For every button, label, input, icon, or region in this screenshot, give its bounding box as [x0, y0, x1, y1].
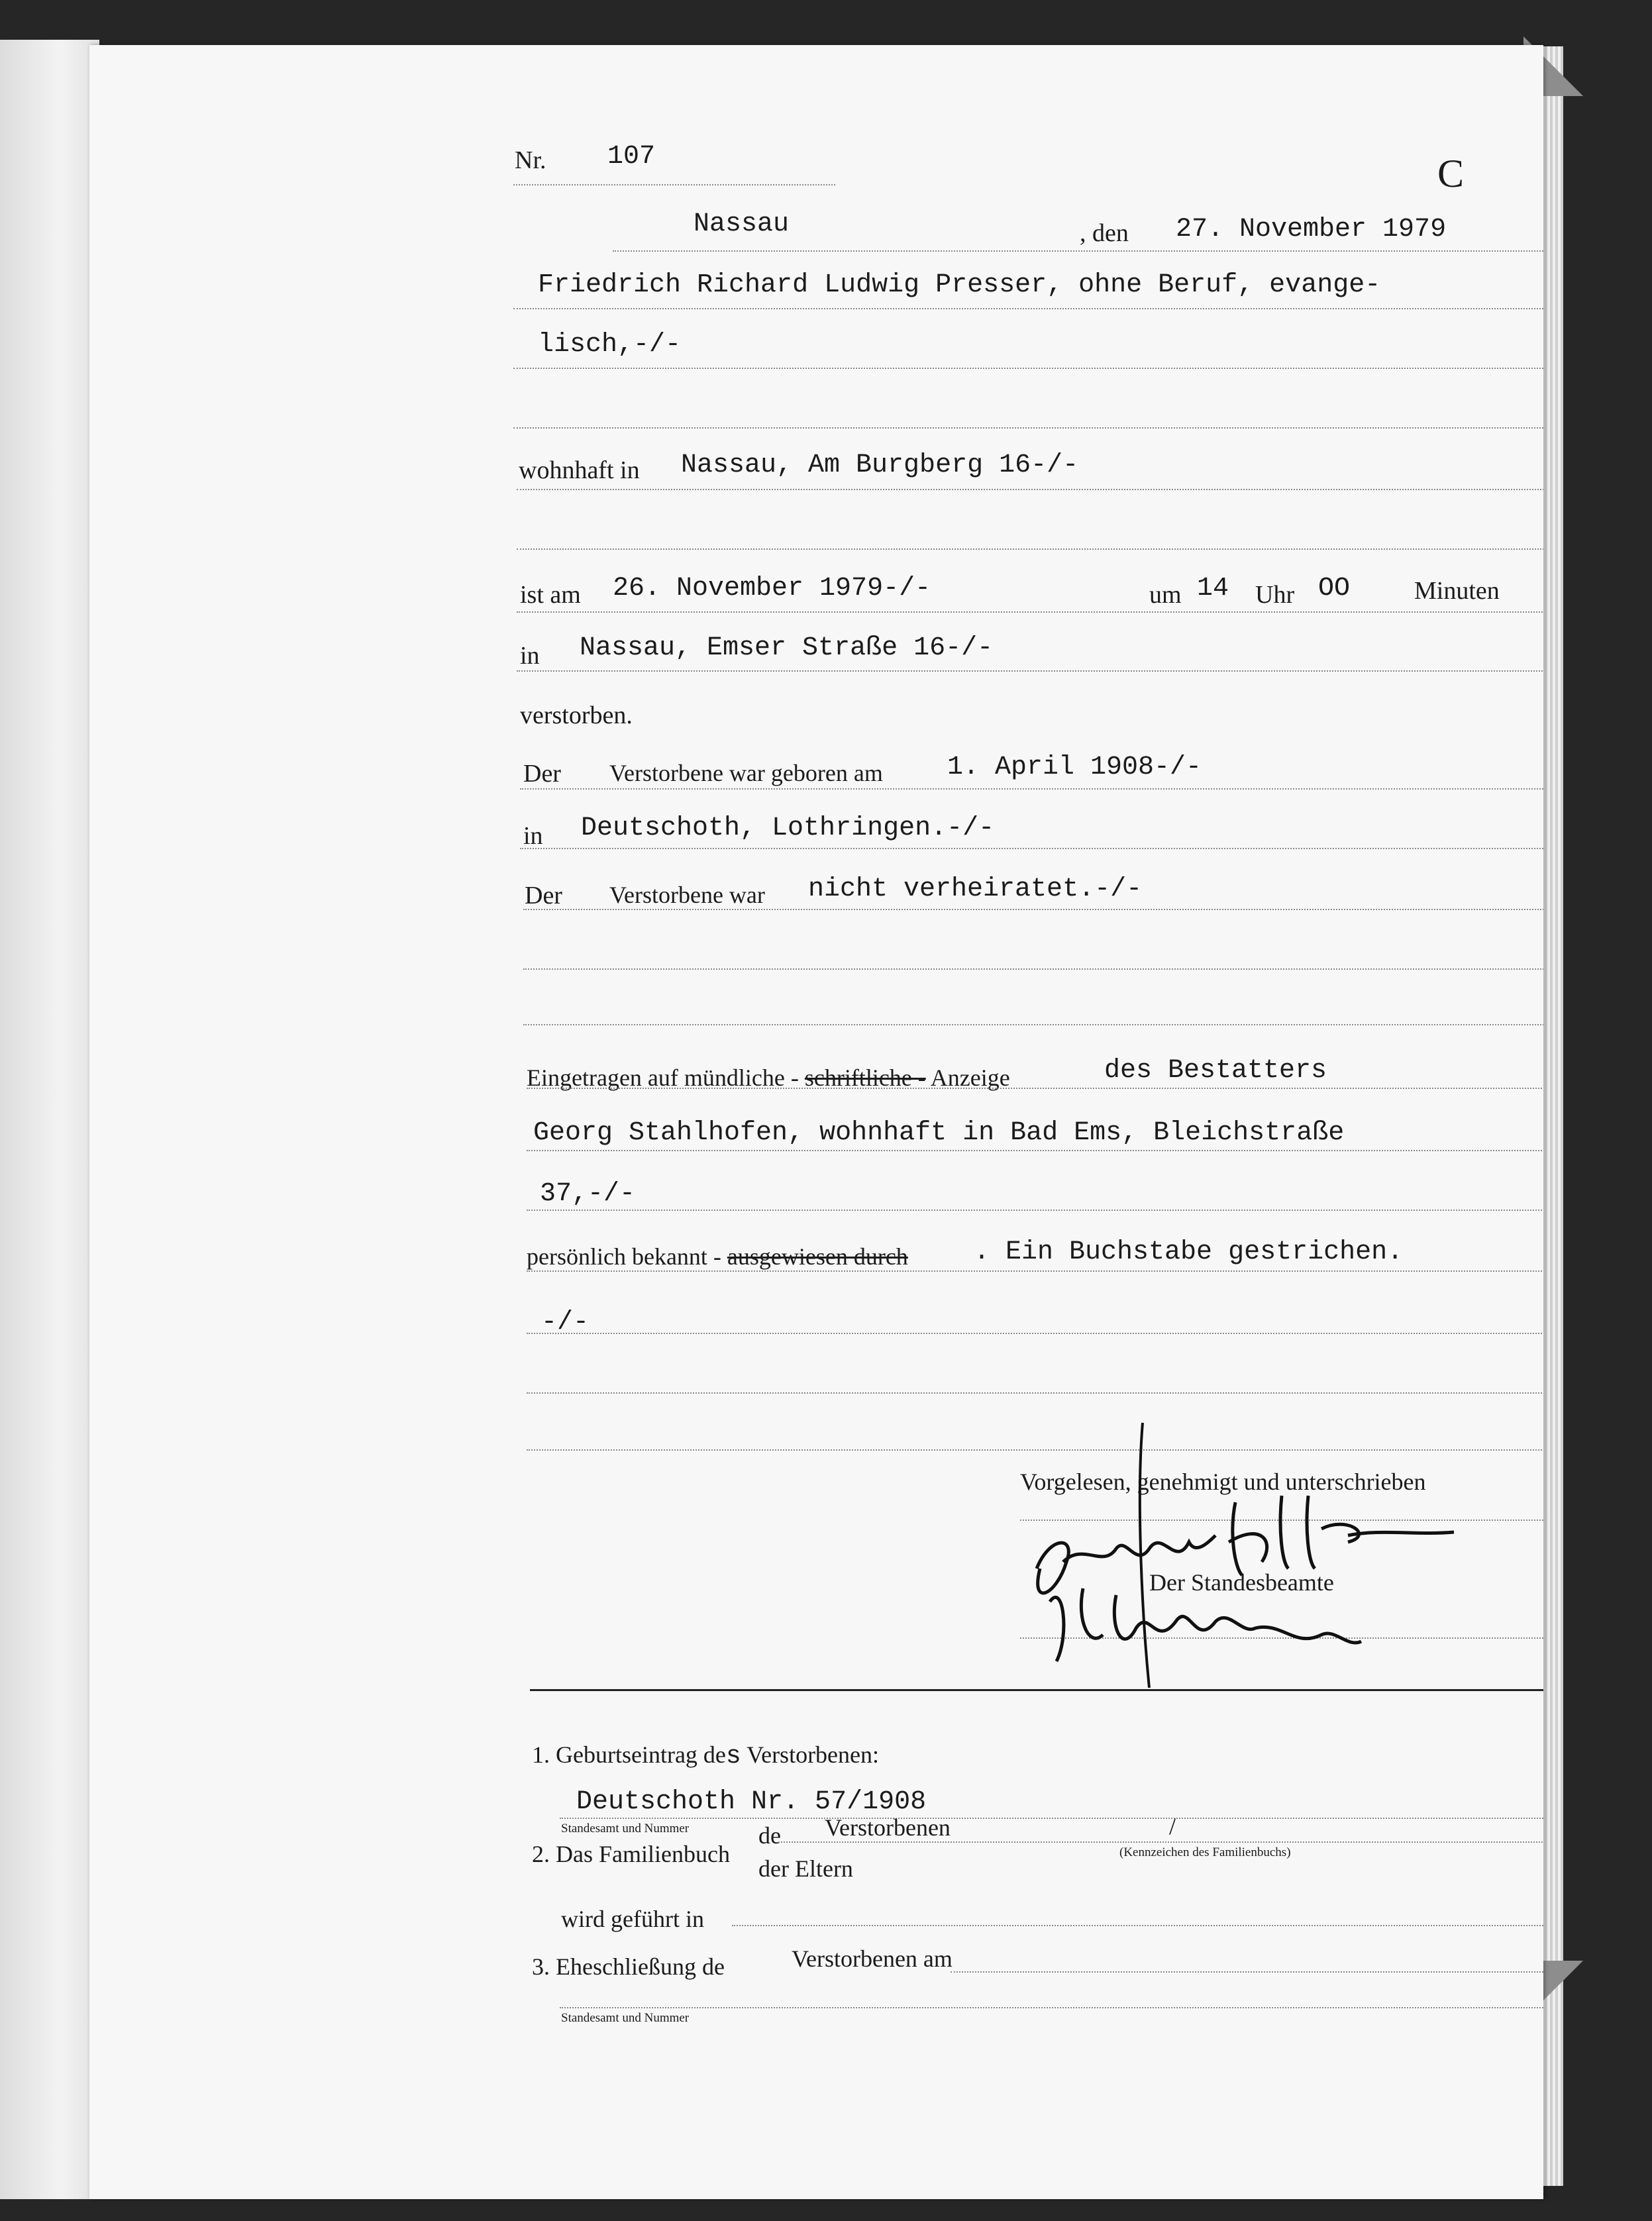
person-line-1: Friedrich Richard Ludwig Presser, ohne Beruf, evange-	[538, 270, 1381, 300]
residence-rule-2	[517, 548, 1543, 550]
place-value: Nassau	[694, 209, 790, 239]
residence-label: wohnhaft in	[519, 456, 640, 484]
left-page	[0, 40, 99, 2199]
death-place: Nassau, Emser Straße 16-/-	[580, 633, 994, 663]
marital-value: nicht verheiratet.-/-	[808, 874, 1143, 904]
death-minutes: OO	[1318, 574, 1351, 603]
informant-rule-3	[527, 1210, 1543, 1211]
death-in-label: in	[520, 642, 540, 670]
standesamt-nummer-label-2: Standesamt und Nummer	[561, 2011, 690, 2025]
person-rule-3	[513, 427, 1543, 429]
approval-text: Vorgelesen, genehmigt und unterschrieben	[1020, 1469, 1426, 1495]
footer-item3-rule	[951, 1971, 1543, 1973]
footer-item1-rule	[560, 1818, 1543, 1819]
standesamt-nummer-label: Standesamt und Nummer	[561, 1822, 690, 1835]
den-label: , den	[1080, 219, 1129, 247]
footer-item2-der-eltern: der Eltern	[758, 1855, 853, 1882]
registration-label: Eingetragen auf mündliche - schriftliche - Anzeige	[527, 1064, 1010, 1091]
uhr-label: Uhr	[1255, 581, 1295, 609]
minuten-label: Minuten	[1414, 577, 1500, 605]
informant-line-3: 37,-/-	[540, 1179, 636, 1209]
informant-line-2: Georg Stahlhofen, wohnhaft in Bad Ems, Bleichstraße	[533, 1118, 1345, 1148]
marital-rule-3	[523, 1024, 1543, 1025]
footer-item3-label: 3. Eheschließung de	[532, 1953, 725, 1980]
birth-place: Deutschoth, Lothringen.-/-	[581, 813, 995, 843]
footer-item2-label: 2. Das Familienbuch	[532, 1841, 730, 1867]
footer-item1-label: 1. Geburtseintrag des Verstorbenen:	[532, 1741, 880, 1771]
birth-place-rule	[520, 848, 1543, 849]
footer-item2-wird-rule	[732, 1925, 1543, 1926]
footer-item2-rule	[778, 1841, 1543, 1843]
residence-value: Nassau, Am Burgberg 16-/-	[681, 450, 1079, 480]
informant-rule-2	[527, 1150, 1543, 1151]
birth-der-label: Der	[523, 760, 561, 788]
verstorben-label: verstorben.	[520, 701, 633, 729]
nr-value: 107	[607, 142, 656, 172]
footer-item3-value: Verstorbenen am	[792, 1945, 953, 1972]
informant-intro: des Bestatters	[1104, 1056, 1327, 1086]
death-date-rule	[517, 611, 1543, 613]
registration-rule	[527, 1088, 1543, 1089]
marital-rule-2	[523, 968, 1543, 970]
known-note: . Ein Buchstabe gestrichen.	[974, 1237, 1404, 1267]
footer-item2-wird: wird geführt in	[561, 1906, 704, 1932]
signature-area	[951, 1370, 1543, 1688]
death-place-rule	[517, 670, 1543, 672]
footer-item3-rule-2	[560, 2007, 1543, 2008]
known-label: persönlich bekannt - ausgewiesen durch	[527, 1243, 908, 1270]
registrar-label: Der Standesbeamte	[1149, 1569, 1334, 1596]
date-value: 27. November 1979	[1176, 215, 1447, 244]
footer-item2-slash: /	[1169, 1813, 1176, 1839]
nr-label: Nr.	[515, 146, 546, 174]
known-rule	[527, 1270, 1543, 1272]
birth-date: 1. April 1908-/-	[947, 752, 1202, 782]
document-page	[89, 45, 1543, 2199]
residence-rule	[517, 489, 1543, 490]
ist-am-label: ist am	[520, 581, 581, 609]
registration-line-5: -/-	[541, 1308, 590, 1337]
marital-rule	[523, 909, 1543, 910]
kennzeichen-label: (Kennzeichen des Familienbuchs)	[1119, 1845, 1291, 1859]
person-rule-1	[513, 308, 1543, 309]
series-letter: C	[1437, 152, 1465, 195]
death-date: 26. November 1979-/-	[613, 574, 931, 603]
person-line-2: lisch,-/-	[538, 330, 682, 360]
birth-date-rule	[520, 788, 1543, 790]
death-hour: 14	[1197, 574, 1229, 603]
person-rule-2	[513, 368, 1543, 369]
nr-rule	[513, 184, 835, 185]
handwritten-signature-registrar	[951, 1370, 1543, 1688]
footer-item2-value: Verstorbenen	[825, 1814, 951, 1841]
marital-der-label: Der	[525, 882, 562, 909]
marital-text-label: Verstorbene war	[609, 882, 765, 908]
registration-rule-5	[527, 1333, 1543, 1334]
birth-text-label: Verstorbene war geboren am	[609, 760, 883, 786]
birth-in-label: in	[523, 822, 543, 850]
footer-item2-de: de	[758, 1822, 781, 1849]
um-label: um	[1149, 581, 1182, 609]
place-date-rule	[613, 250, 1543, 252]
footer-item1-value: Deutschoth Nr. 57/1908	[576, 1787, 927, 1817]
footer-divider	[530, 1689, 1543, 1691]
